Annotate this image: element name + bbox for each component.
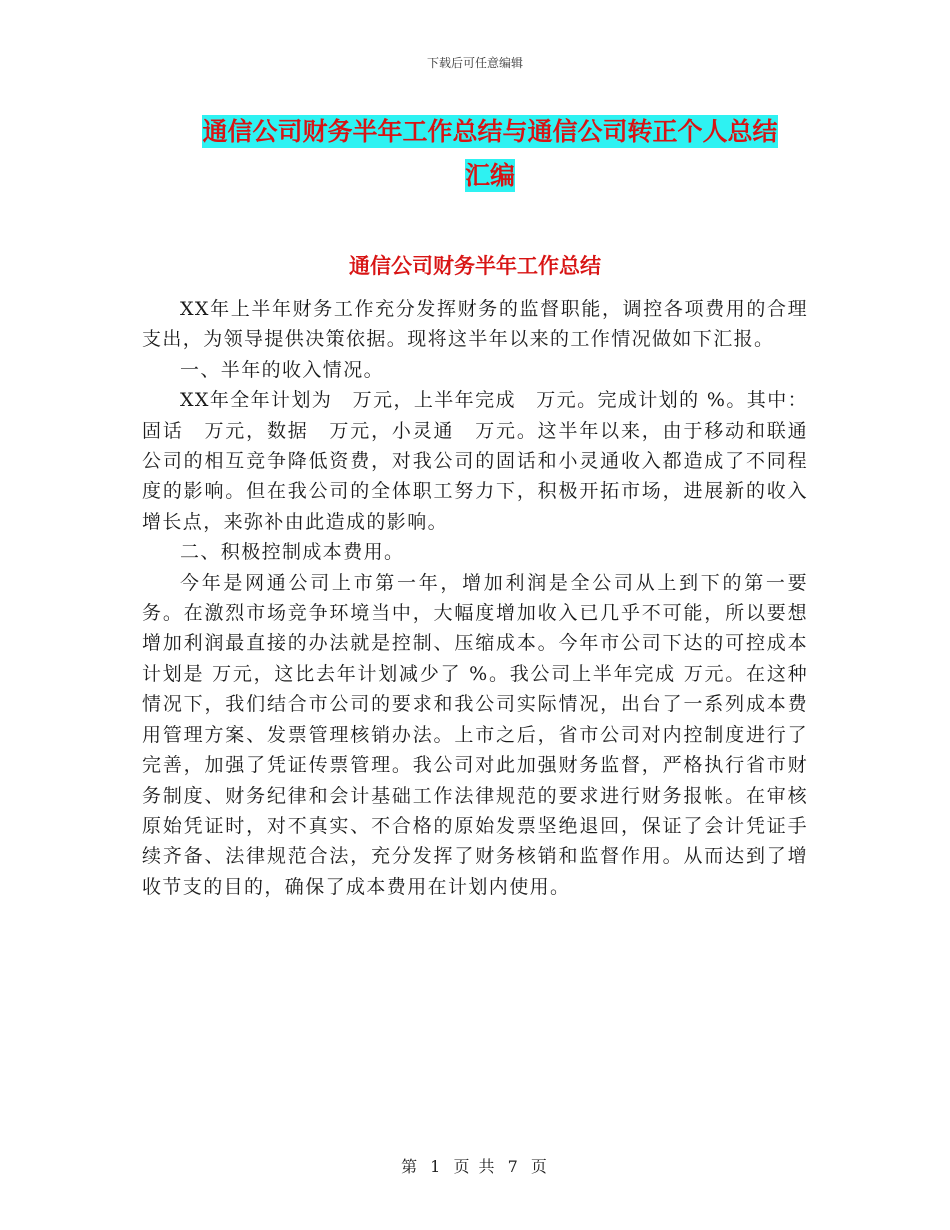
footer-page-number: 1 bbox=[430, 1157, 443, 1176]
header-note: 下载后可任意编辑 bbox=[426, 56, 523, 70]
footer-prefix: 第 bbox=[401, 1157, 420, 1176]
footer-suffix: 页 bbox=[530, 1157, 549, 1176]
footer-total-pages: 7 bbox=[507, 1157, 520, 1176]
footer-middle: 页 共 bbox=[453, 1157, 497, 1176]
heading-income: 一、半年的收入情况。 bbox=[180, 358, 385, 381]
document-body bbox=[142, 294, 808, 902]
document-title-line2: 汇编 bbox=[464, 161, 515, 190]
paragraph-income: XX年全年计划为 万元，上半年完成 万元。完成计划的 %。其中：固话 万元，数据 万元，小灵通 万元。这半年以来，由于移动和联通公司的相互竞争降低资费，对我公司的固话和小灵通收入都造成了不同程度的影响。但在我公司的全体职工努力下，积极开拓市场，进展新的收入增长点，来弥补由此造成的影响。 bbox=[142, 389, 808, 533]
section-title: 通信公司财务半年工作总结 bbox=[349, 254, 601, 278]
document-title-line1: 通信公司财务半年工作总结与通信公司转正个人总结 bbox=[202, 117, 778, 146]
page-footer bbox=[0, 1154, 950, 1177]
paragraph-cost-control: 今年是网通公司上市第一年，增加利润是全公司从上到下的第一要务。在激烈市场竞争环境当中，大幅度增加收入已几乎不可能，所以要想增加利润最直接的办法就是控制、压缩成本。今年市公司下达的可控成本计划是 万元，这比去年计划减少了 %。我公司上半年完成 万元。在这种情况下，我们结合市公司的要求和我公司实际情况，出台了一系列成本费用管理方案、发票管理核销办法。上市之后，省市公司对内控制度进行了完善，加强了凭证传票管理。我公司对此加强财务监督，严格执行省市财务制度、财务纪律和会计基础工作法律规范的要求进行财务报帐。在审核原始凭证时，对不真实、不合格的原始发票坚绝退回，保证了会计凭证手续齐备、法律规范合法，充分发挥了财务核销和监督作用。从而达到了增收节支的目的，确保了成本费用在计划内使用。 bbox=[142, 571, 808, 898]
paragraph-intro: XX年上半年财务工作充分发挥财务的监督职能，调控各项费用的合理支出，为领导提供决策依据。现将这半年以来的工作情况做如下汇报。 bbox=[142, 298, 808, 351]
heading-cost-control: 二、积极控制成本费用。 bbox=[180, 541, 405, 564]
document-title bbox=[140, 110, 840, 198]
